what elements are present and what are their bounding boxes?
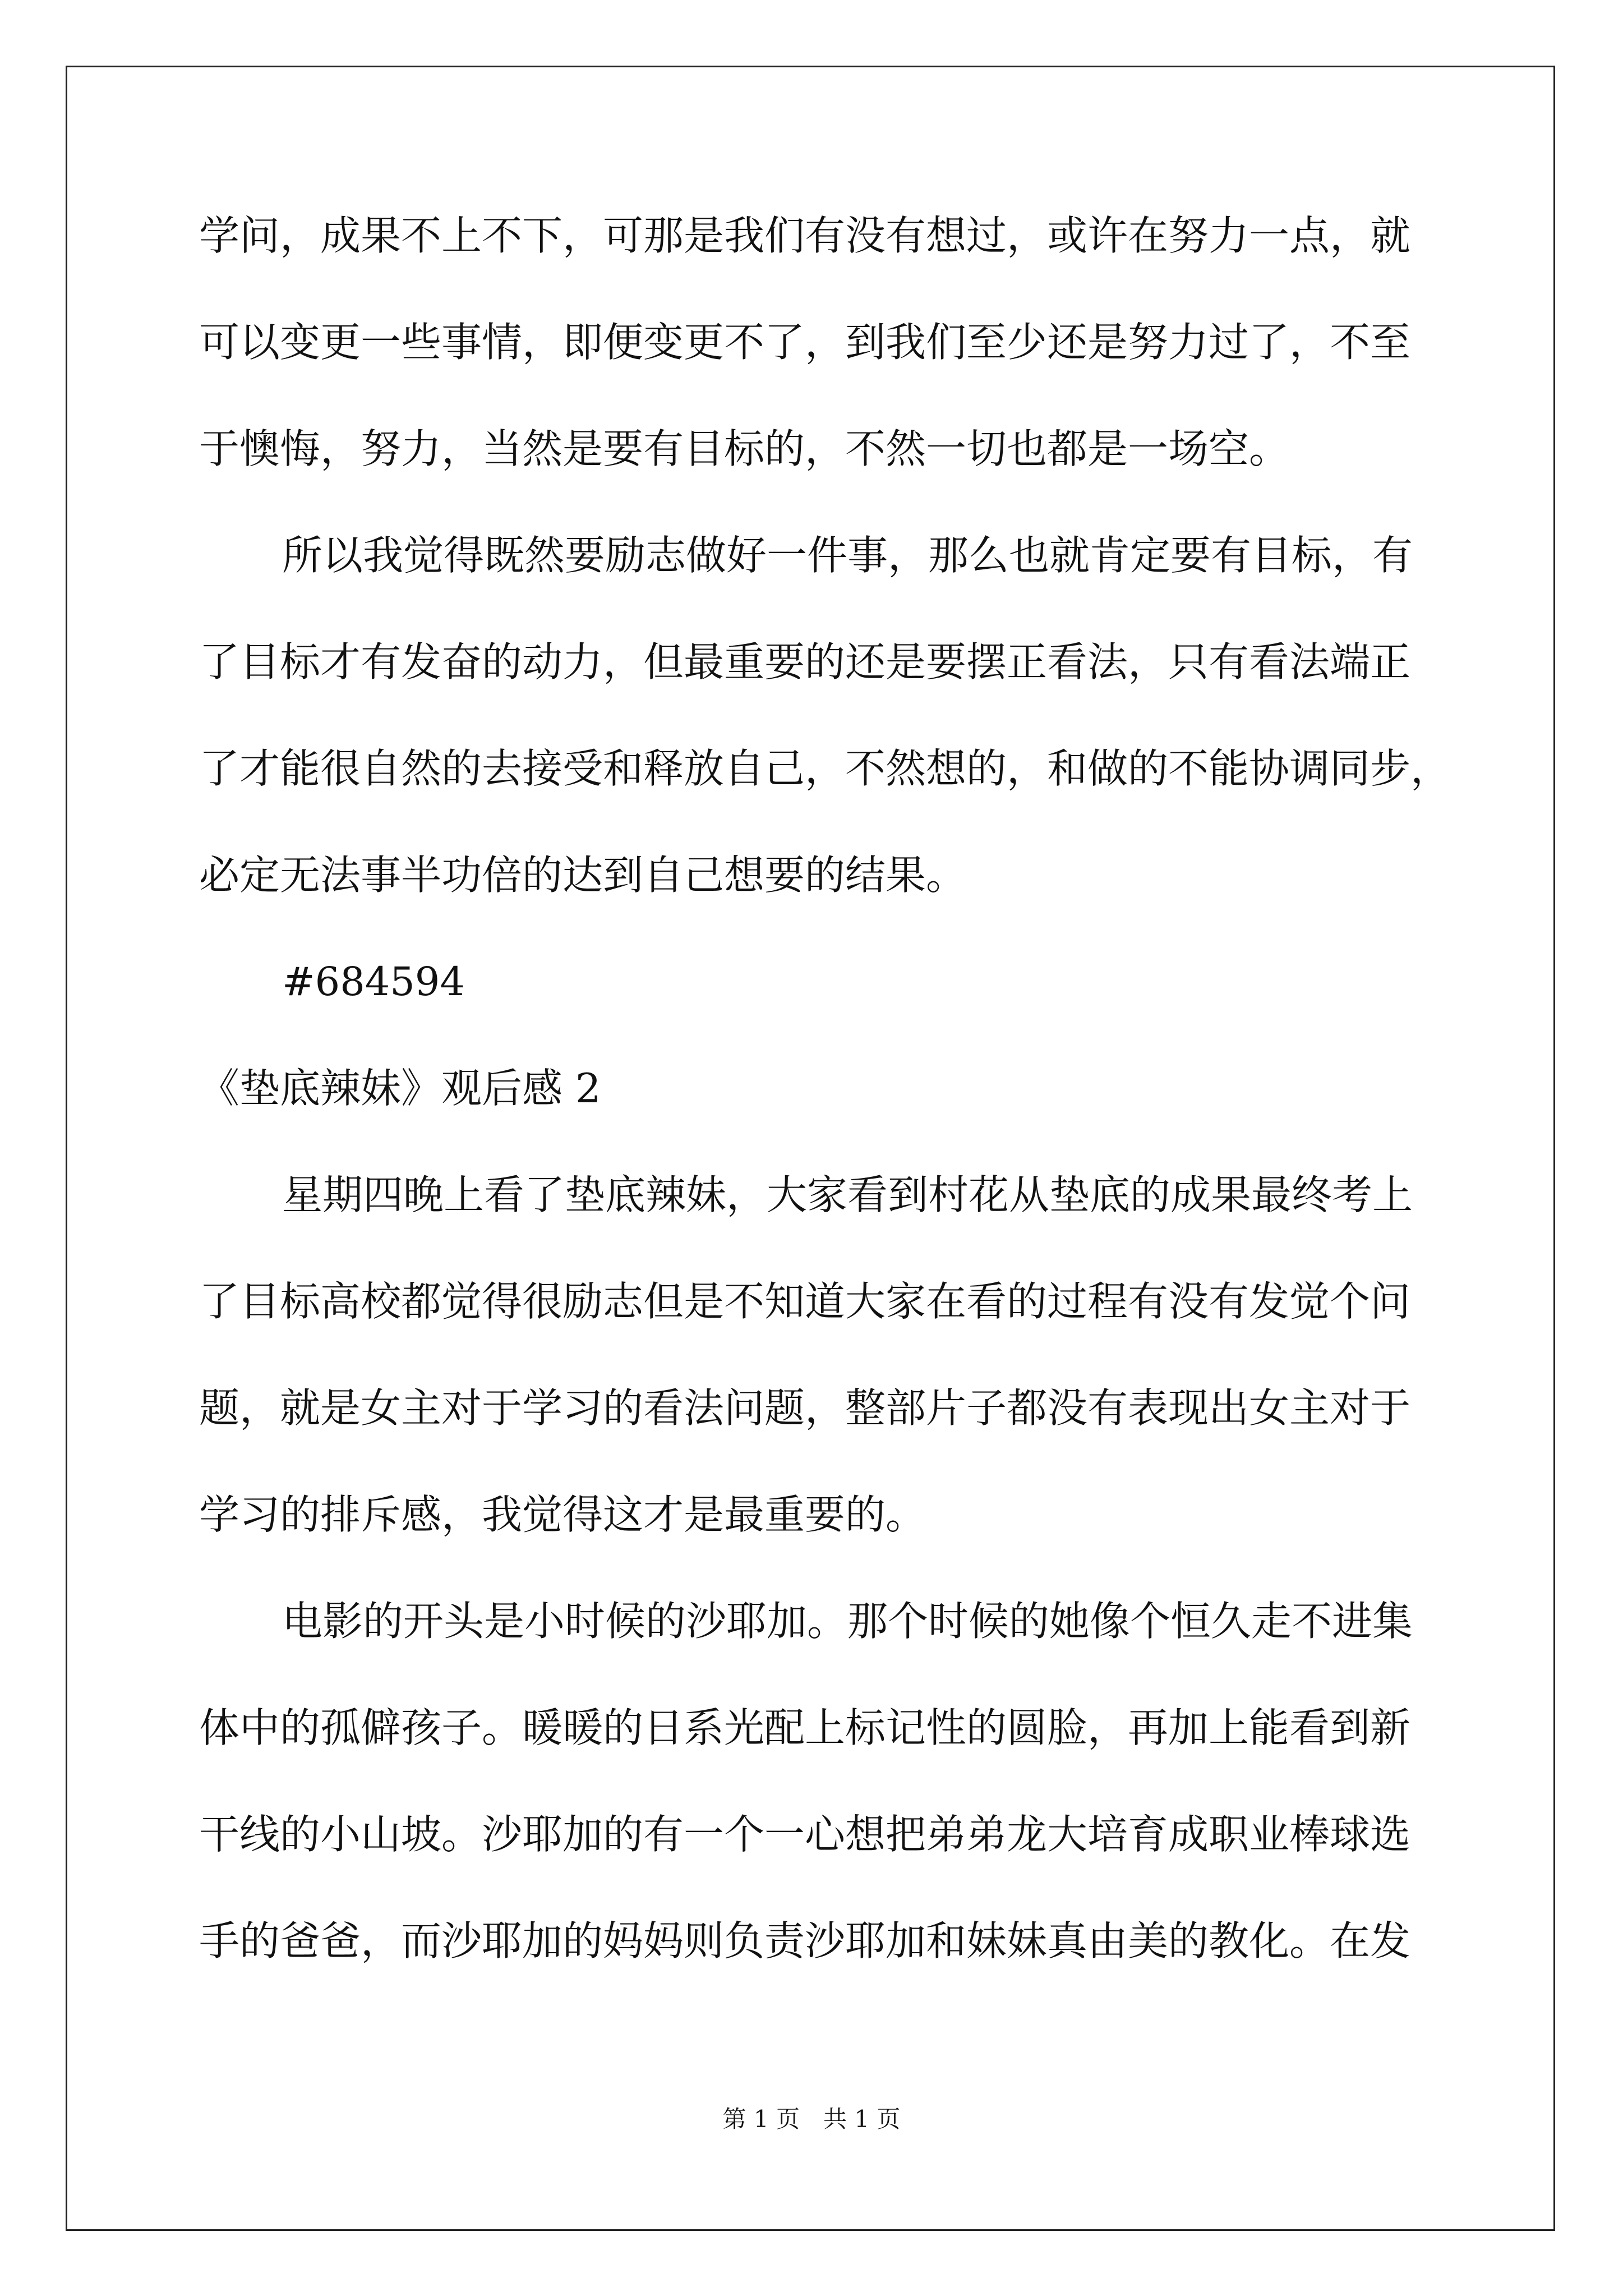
text-line: 了目标才有发奋的动力，但最重要的还是要摆正看法，只有看法端正 bbox=[199, 638, 1411, 685]
page-footer: 第 1 页 共 1 页 bbox=[722, 2105, 901, 2133]
text-line: 必定无法事半功倍的达到自己想要的结果。 bbox=[199, 852, 967, 899]
document-id: #684594 bbox=[282, 959, 465, 1005]
text-line: 了目标高校都觉得很励志但是不知道大家在看的过程有没有发觉个问 bbox=[199, 1278, 1411, 1325]
paragraph-start-line: 星期四晚上看了垫底辣妹，大家看到村花从垫底的成果最终考上 bbox=[282, 1171, 1413, 1218]
text-line: 可以变更一些事情，即便变更不了，到我们至少还是努力过了，不至 bbox=[199, 319, 1411, 366]
paragraph-start-line: 所以我觉得既然要励志做好一件事，那么也就肯定要有目标，有 bbox=[282, 532, 1413, 579]
text-line: 干线的小山坡。沙耶加的有一个一心想把弟弟龙大培育成职业棒球选 bbox=[199, 1811, 1411, 1858]
text-line: 于懊悔，努力，当然是要有目标的，不然一切也都是一场空。 bbox=[199, 425, 1290, 472]
page-border bbox=[66, 66, 1555, 2231]
text-line: 学问，成果不上不下，可那是我们有没有想过，或许在努力一点，就 bbox=[199, 212, 1411, 259]
text-line: 了才能很自然的去接受和释放自己，不然想的，和做的不能协调同步， bbox=[199, 745, 1451, 792]
text-line: 手的爸爸，而沙耶加的妈妈则负责沙耶加和妹妹真由美的教化。在发 bbox=[199, 1917, 1411, 1964]
text-line: 题，就是女主对于学习的看法问题，整部片子都没有表现出女主对于 bbox=[199, 1384, 1411, 1432]
section-title: 《垫底辣妹》观后感 2 bbox=[199, 1065, 601, 1112]
paragraph-start-line: 电影的开头是小时候的沙耶加。那个时候的她像个恒久走不进集 bbox=[282, 1598, 1413, 1645]
text-line: 学习的排斥感，我觉得这才是最重要的。 bbox=[199, 1491, 926, 1538]
text-line: 体中的孤僻孩子。暖暖的日系光配上标记性的圆脸，再加上能看到新 bbox=[199, 1704, 1411, 1751]
